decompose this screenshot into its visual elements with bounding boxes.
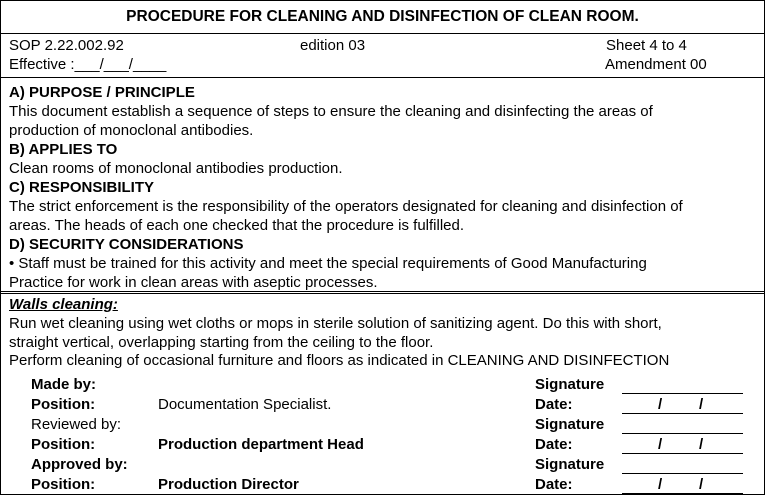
date-separator: / (658, 436, 663, 453)
signature-label: Signature (535, 376, 605, 393)
position-label: Position: (31, 436, 96, 453)
date-label: Date: (535, 476, 573, 493)
signature-line (622, 433, 743, 434)
signature-line (622, 473, 743, 474)
signature-label: Signature (535, 456, 605, 473)
position-label: Position: (31, 396, 96, 413)
section-a-text: This document establish a sequence of steps to ensure the cleaning and disinfecting the areas of (9, 103, 653, 120)
walls-cleaning-text: Run wet cleaning using wet cloths or mops in sterile solution of sanitizing agent. Do this with short, (9, 315, 662, 332)
position-value: Documentation Specialist. (158, 396, 332, 413)
effective-date: Effective :___/___/____ (9, 56, 167, 73)
date-separator: / (699, 396, 704, 413)
document-title: PROCEDURE FOR CLEANING AND DISINFECTION OF CLEAN ROOM. (126, 8, 639, 25)
walls-cleaning-text: Perform cleaning of occasional furniture and floors as indicated in CLEANING AND DISINFECTION (9, 352, 670, 369)
divider (1, 291, 764, 292)
date-line (622, 493, 743, 494)
date-line (622, 453, 743, 454)
reviewed-by-label: Reviewed by: (31, 416, 122, 433)
section-d-title: D) SECURITY CONSIDERATIONS (9, 236, 244, 253)
section-b-text: Clean rooms of monoclonal antibodies production. (9, 160, 343, 177)
section-c-text: areas. The heads of each one checked that the procedure is fulfilled. (9, 217, 465, 234)
date-separator: / (699, 476, 704, 493)
section-d-text: Practice for work in clean areas with aseptic processes. (9, 274, 378, 291)
edition: edition 03 (300, 37, 366, 54)
section-c-text: The strict enforcement is the responsibility of the operators designated for cleaning and disinfection of (9, 198, 683, 215)
position-label: Position: (31, 476, 96, 493)
date-line (622, 413, 743, 414)
divider (1, 293, 764, 294)
walls-cleaning-title: Walls cleaning: (9, 296, 118, 313)
date-separator: / (658, 396, 663, 413)
position-value: Production Director (158, 476, 299, 493)
section-c-title: C) RESPONSIBILITY (9, 179, 155, 196)
sop-number: SOP 2.22.002.92 (9, 37, 124, 54)
section-b-title: B) APPLIES TO (9, 141, 118, 158)
section-a-text: production of monoclonal antibodies. (9, 122, 254, 139)
walls-cleaning-text: straight vertical, overlapping starting from the ceiling to the floor. (9, 334, 434, 351)
date-separator: / (699, 436, 704, 453)
sheet-number: Sheet 4 to 4 (606, 37, 687, 54)
divider (1, 77, 764, 78)
signature-label: Signature (535, 416, 605, 433)
approved-by-label: Approved by: (31, 456, 128, 473)
signature-line (622, 393, 743, 394)
section-d-text: • Staff must be trained for this activity and meet the special requirements of Good Manufacturing (9, 255, 647, 272)
date-separator: / (658, 476, 663, 493)
date-label: Date: (535, 396, 573, 413)
made-by-label: Made by: (31, 376, 97, 393)
divider (1, 33, 764, 34)
section-a-title: A) PURPOSE / PRINCIPLE (9, 84, 195, 101)
position-value: Production department Head (158, 436, 364, 453)
amendment: Amendment 00 (605, 56, 707, 73)
date-label: Date: (535, 436, 573, 453)
